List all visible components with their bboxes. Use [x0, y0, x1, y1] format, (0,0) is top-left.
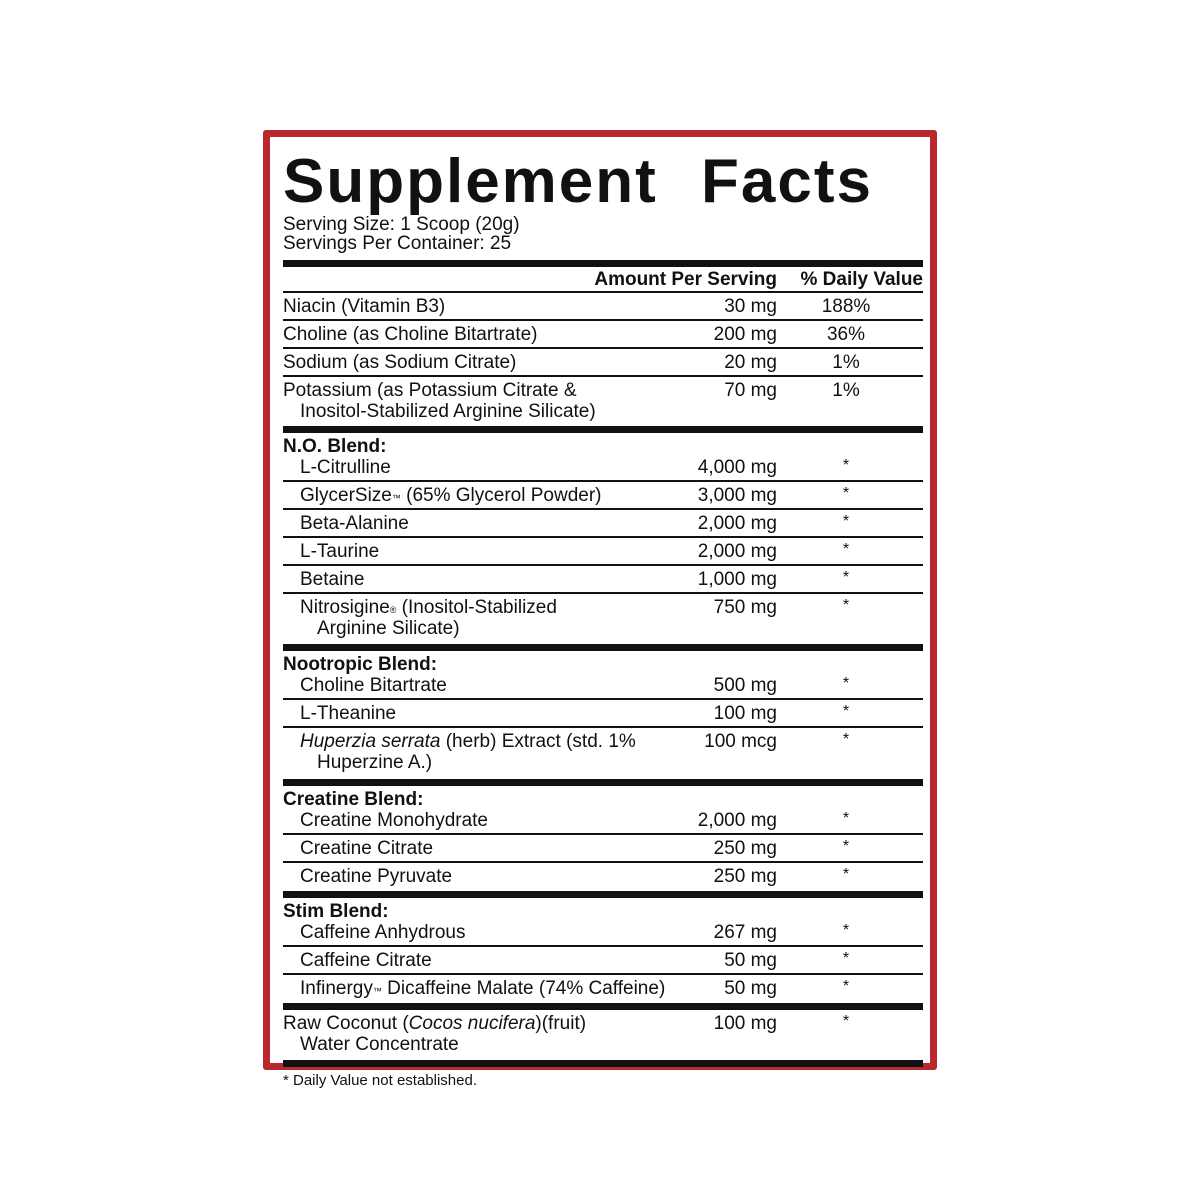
- ingredient-name-text: (65% Glycerol Powder): [400, 485, 602, 506]
- ingredient-name-italic: Cocos nucifera: [408, 1013, 536, 1034]
- nutrient-name: Niacin (Vitamin B3): [283, 296, 446, 317]
- ingredient-name-line2: Arginine Silicate): [317, 618, 460, 639]
- nutrient-row-choline: [283, 321, 923, 347]
- ingredient-row: [283, 700, 923, 726]
- blend-title-nootropic: Nootropic Blend:: [283, 654, 438, 675]
- ingredient-daily-value: *: [842, 569, 850, 586]
- ingredient-daily-value: *: [842, 513, 850, 530]
- column-header: [283, 267, 923, 291]
- supplement-facts-panel: [263, 130, 937, 1089]
- ingredient-amount: 267 mg: [713, 922, 777, 943]
- ingredient-name: Creatine Monohydrate: [300, 810, 488, 831]
- ingredient-amount: 250 mg: [713, 838, 777, 859]
- nutrient-daily-value: 36%: [826, 324, 866, 345]
- ingredient-row: [283, 728, 923, 775]
- ingredient-daily-value: *: [842, 922, 850, 939]
- ingredient-amount: 100 mcg: [704, 731, 777, 752]
- ingredient-name-text: Infinergy: [300, 978, 373, 999]
- nutrient-daily-value: 1%: [832, 380, 860, 401]
- ingredient-name-text: (Inositol-Stabilized: [396, 597, 557, 618]
- ingredient-amount: 100 mg: [713, 703, 777, 724]
- trademark-mark: ™: [372, 986, 382, 996]
- footnote: * Daily Value not established.: [283, 1072, 478, 1089]
- ingredient-daily-value: *: [842, 597, 850, 614]
- ingredient-row: [283, 863, 923, 889]
- ingredient-row: [283, 538, 923, 564]
- nutrient-name: Choline (as Choline Bitartrate): [283, 324, 538, 345]
- blend-title-stim: Stim Blend:: [283, 901, 389, 922]
- ingredient-amount: 3,000 mg: [697, 485, 777, 506]
- label-title: Supplement Facts: [283, 147, 873, 216]
- ingredient-daily-value: *: [842, 1013, 850, 1030]
- divider-thick: [283, 260, 923, 267]
- nutrient-amount: 200 mg: [713, 324, 777, 345]
- ingredient-daily-value: *: [842, 838, 850, 855]
- ingredient-daily-value: *: [842, 703, 850, 720]
- trademark-mark: ™: [391, 493, 401, 503]
- daily-value-header: % Daily Value: [800, 269, 923, 290]
- amount-per-serving-header: Amount Per Serving: [594, 269, 777, 290]
- ingredient-name: L-Citrulline: [300, 457, 391, 478]
- ingredient-name-text: GlycerSize: [300, 485, 392, 506]
- ingredient-amount: 2,000 mg: [697, 810, 777, 831]
- ingredient-row: [283, 835, 923, 861]
- ingredient-name: Beta-Alanine: [300, 513, 409, 534]
- ingredient-amount: 750 mg: [713, 597, 777, 618]
- ingredient-daily-value: *: [842, 978, 850, 995]
- nutrient-amount: 30 mg: [724, 296, 777, 317]
- ingredient-name: Betaine: [300, 569, 365, 590]
- ingredient-name-text: Dicaffeine Malate (74% Caffeine): [381, 978, 666, 999]
- ingredient-name-italic: Huperzia serrata: [300, 731, 441, 752]
- divider-thick: [283, 1060, 923, 1067]
- nutrient-row-potassium: [283, 377, 923, 424]
- ingredient-name: Caffeine Citrate: [300, 950, 432, 971]
- ingredient-amount: 1,000 mg: [697, 569, 777, 590]
- nutrient-row-sodium: [283, 349, 923, 375]
- nutrient-name-line2: Inositol-Stabilized Arginine Silicate): [300, 401, 596, 422]
- ingredient-daily-value: *: [842, 675, 850, 692]
- ingredient-daily-value: *: [842, 866, 850, 883]
- blend-title-no: N.O. Blend:: [283, 436, 387, 457]
- ingredient-amount: 2,000 mg: [697, 513, 777, 534]
- ingredient-row: [283, 810, 923, 833]
- ingredient-row: [283, 594, 923, 641]
- ingredient-name: L-Theanine: [300, 703, 397, 724]
- serving-size: Serving Size: 1 Scoop (20g): [283, 214, 520, 235]
- ingredient-row-coconut: [283, 1010, 923, 1057]
- nutrient-name: Sodium (as Sodium Citrate): [283, 352, 517, 373]
- ingredient-name-text: Raw Coconut (: [283, 1013, 409, 1034]
- ingredient-daily-value: *: [842, 950, 850, 967]
- ingredient-amount: 100 mg: [713, 1013, 777, 1034]
- ingredient-name: Choline Bitartrate: [300, 675, 447, 696]
- blend-title-creatine: Creatine Blend:: [283, 789, 424, 810]
- nutrient-row-niacin: [283, 293, 923, 319]
- ingredient-row: [283, 675, 923, 698]
- ingredient-name-line2: Huperzine A.): [317, 752, 433, 773]
- ingredient-name: Caffeine Anhydrous: [300, 922, 466, 943]
- ingredient-daily-value: *: [842, 485, 850, 502]
- supplement-facts-label: [283, 147, 923, 1089]
- ingredient-amount: 500 mg: [713, 675, 777, 696]
- nutrient-amount: 70 mg: [724, 380, 777, 401]
- nutrient-name-line1: Potassium (as Potassium Citrate &: [283, 380, 577, 401]
- nutrient-daily-value: 188%: [821, 296, 871, 317]
- ingredient-daily-value: *: [842, 731, 850, 748]
- nutrient-daily-value: 1%: [832, 352, 860, 373]
- ingredient-daily-value: *: [842, 541, 850, 558]
- registered-mark: ®: [389, 605, 397, 615]
- divider-thick: [283, 779, 923, 786]
- ingredient-daily-value: *: [842, 810, 850, 827]
- ingredient-amount: 50 mg: [724, 978, 777, 999]
- ingredient-daily-value: *: [842, 457, 850, 474]
- ingredient-row: [283, 922, 923, 945]
- ingredient-name-line2: Water Concentrate: [300, 1034, 459, 1055]
- ingredient-row: [283, 947, 923, 973]
- ingredient-amount: 50 mg: [724, 950, 777, 971]
- ingredient-amount: 4,000 mg: [697, 457, 777, 478]
- servings-per-container: Servings Per Container: 25: [283, 233, 512, 254]
- nutrient-amount: 20 mg: [724, 352, 777, 373]
- ingredient-name-text: )(fruit): [535, 1013, 587, 1034]
- divider-thick: [283, 1003, 923, 1010]
- ingredient-row: [283, 482, 923, 508]
- divider-thick: [283, 426, 923, 433]
- divider-thick: [283, 644, 923, 651]
- ingredient-row: [283, 975, 923, 1001]
- ingredient-row: [283, 510, 923, 536]
- divider-thick: [283, 891, 923, 898]
- ingredient-amount: 250 mg: [713, 866, 777, 887]
- ingredient-row: [283, 566, 923, 592]
- ingredient-name-text: (herb) Extract (std. 1%: [440, 731, 636, 752]
- ingredient-name: L-Taurine: [300, 541, 380, 562]
- ingredient-row: [283, 457, 923, 480]
- ingredient-name-text: Nitrosigine: [300, 597, 390, 618]
- ingredient-name: Creatine Citrate: [300, 838, 434, 859]
- ingredient-amount: 2,000 mg: [697, 541, 777, 562]
- ingredient-name: Creatine Pyruvate: [300, 866, 453, 887]
